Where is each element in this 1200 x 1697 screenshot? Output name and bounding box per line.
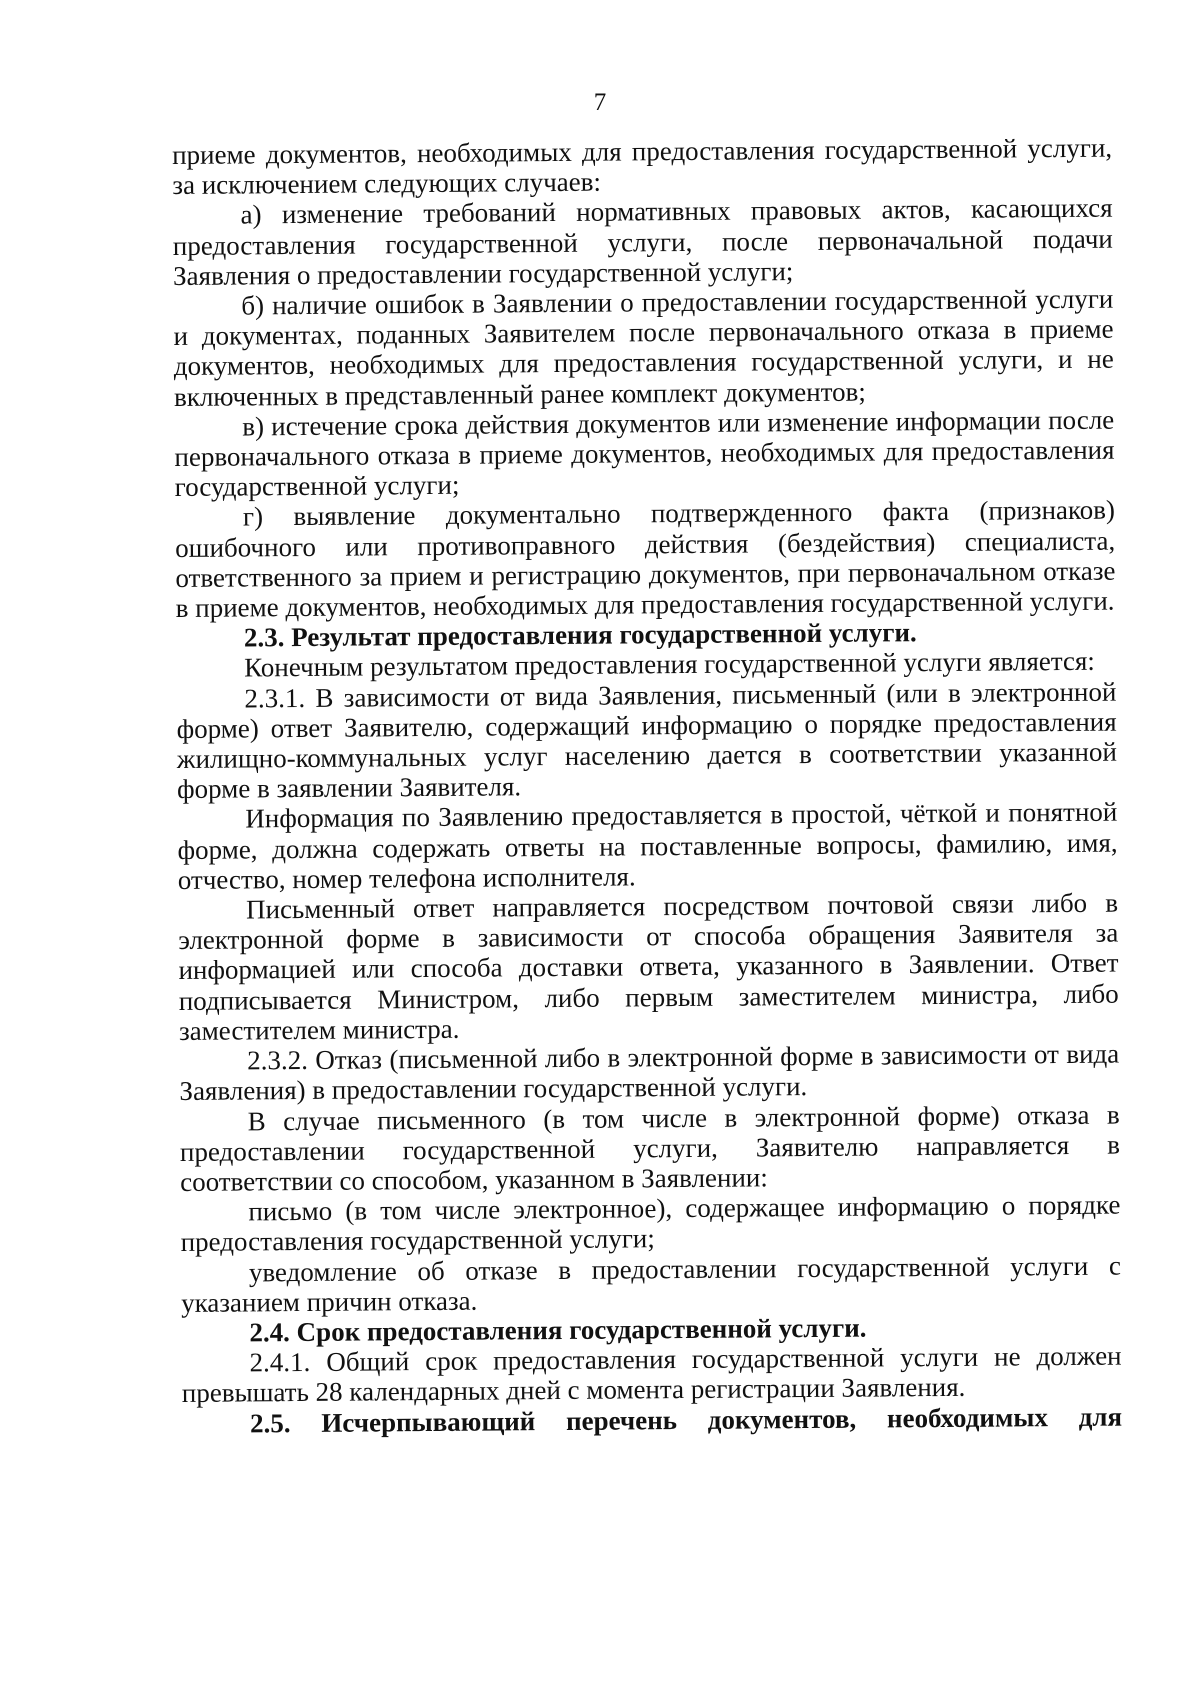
section-heading-2-4: 2.4. Срок предоставления государственной услуги. <box>249 1312 867 1348</box>
paragraph-case-b: б) наличие ошибок в Заявлении о предоставлении государственной услуги и документах, поданных Заявителем после первоначального отказа в приеме документов, необходимых для предоставления государственной услуги, и не включенных в представленный ранее комплект документов; <box>173 283 1114 412</box>
paragraph-2-3-2: 2.3.2. Отказ (письменной либо в электронной форме в зависимости от вида Заявления) в предоставлении государственной услуги. <box>179 1038 1120 1107</box>
paragraph-2-3-1: 2.3.1. В зависимости от вида Заявления, письменный (или в электронной форме) ответ Заявителю, содержащий информацию о порядке предоставления жилищно-коммунальных услуг населению дается в соответствии указанной форме в заявлении Заявителя. <box>176 676 1117 805</box>
paragraph-case-a: а) изменение требований нормативных правовых актов, касающихся предоставления государственной услуги, после первоначальной подачи Заявления о предоставлении государственной услуги; <box>172 193 1113 291</box>
paragraph-letter: письмо (в том числе электронное), содержащее информацию о порядке предоставления государственной услуги; <box>180 1189 1121 1258</box>
section-heading-2-5: 2.5. Исчерпывающий перечень документов, необходимых для <box>249 1401 1123 1438</box>
paragraph-information-form: Информация по Заявлению предоставляется в простой, чёткой и понятной форме, должна содержать ответы на поставленные вопросы, фамилию, имя, отчество, номер телефона исполнителя. <box>177 797 1118 895</box>
paragraph-2-4-1: 2.4.1. Общий срок предоставления государственной услуги не должен превышать 28 календарных дней с момента регистрации Заявления. <box>181 1340 1122 1409</box>
paragraph-intro-continuation: приеме документов, необходимых для предоставления государственной услуги, за исключением следующих случаев: <box>172 132 1113 201</box>
document-body <box>172 133 1122 1439</box>
paragraph-final-result: Конечным результатом предоставления государственной услуги является: <box>244 646 1095 683</box>
section-heading-2-3: 2.3. Результат предоставления государственной услуги. <box>243 617 917 653</box>
paragraph-written-answer: Письменный ответ направляется посредством почтовой связи либо в электронной форме в зависимости от способа обращения Заявителя за информацией или способа доставки ответа, указанного в Заявлении. Ответ подписывается Министром, либо первым заместителем министра, либо заместителем министра. <box>178 887 1119 1046</box>
paragraph-case-g: г) выявление документально подтвержденного факта (признаков) ошибочного или противоправного действия (бездействия) специалиста, ответственного за прием и регистрацию документов, при первоначальном отказе в приеме документов, необходимых для предоставления государственной услуги. <box>175 495 1116 624</box>
paragraph-refusal-notice: уведомление об отказе в предоставлении государственной услуги с указанием причин отказа. <box>181 1250 1121 1318</box>
page-number: 7 <box>593 89 607 116</box>
paragraph-written-refusal: В случае письменного (в том числе в электронной форме) отказа в предоставлении государственной услуги, Заявителю направляется в соответствии со способом, указанном в Заявлении: <box>179 1099 1121 1197</box>
paragraph-case-v: в) истечение срока действия документов или изменение информации после первоначального отказа в приеме документов, необходимых для предоставления государственной услуги; <box>174 404 1115 503</box>
